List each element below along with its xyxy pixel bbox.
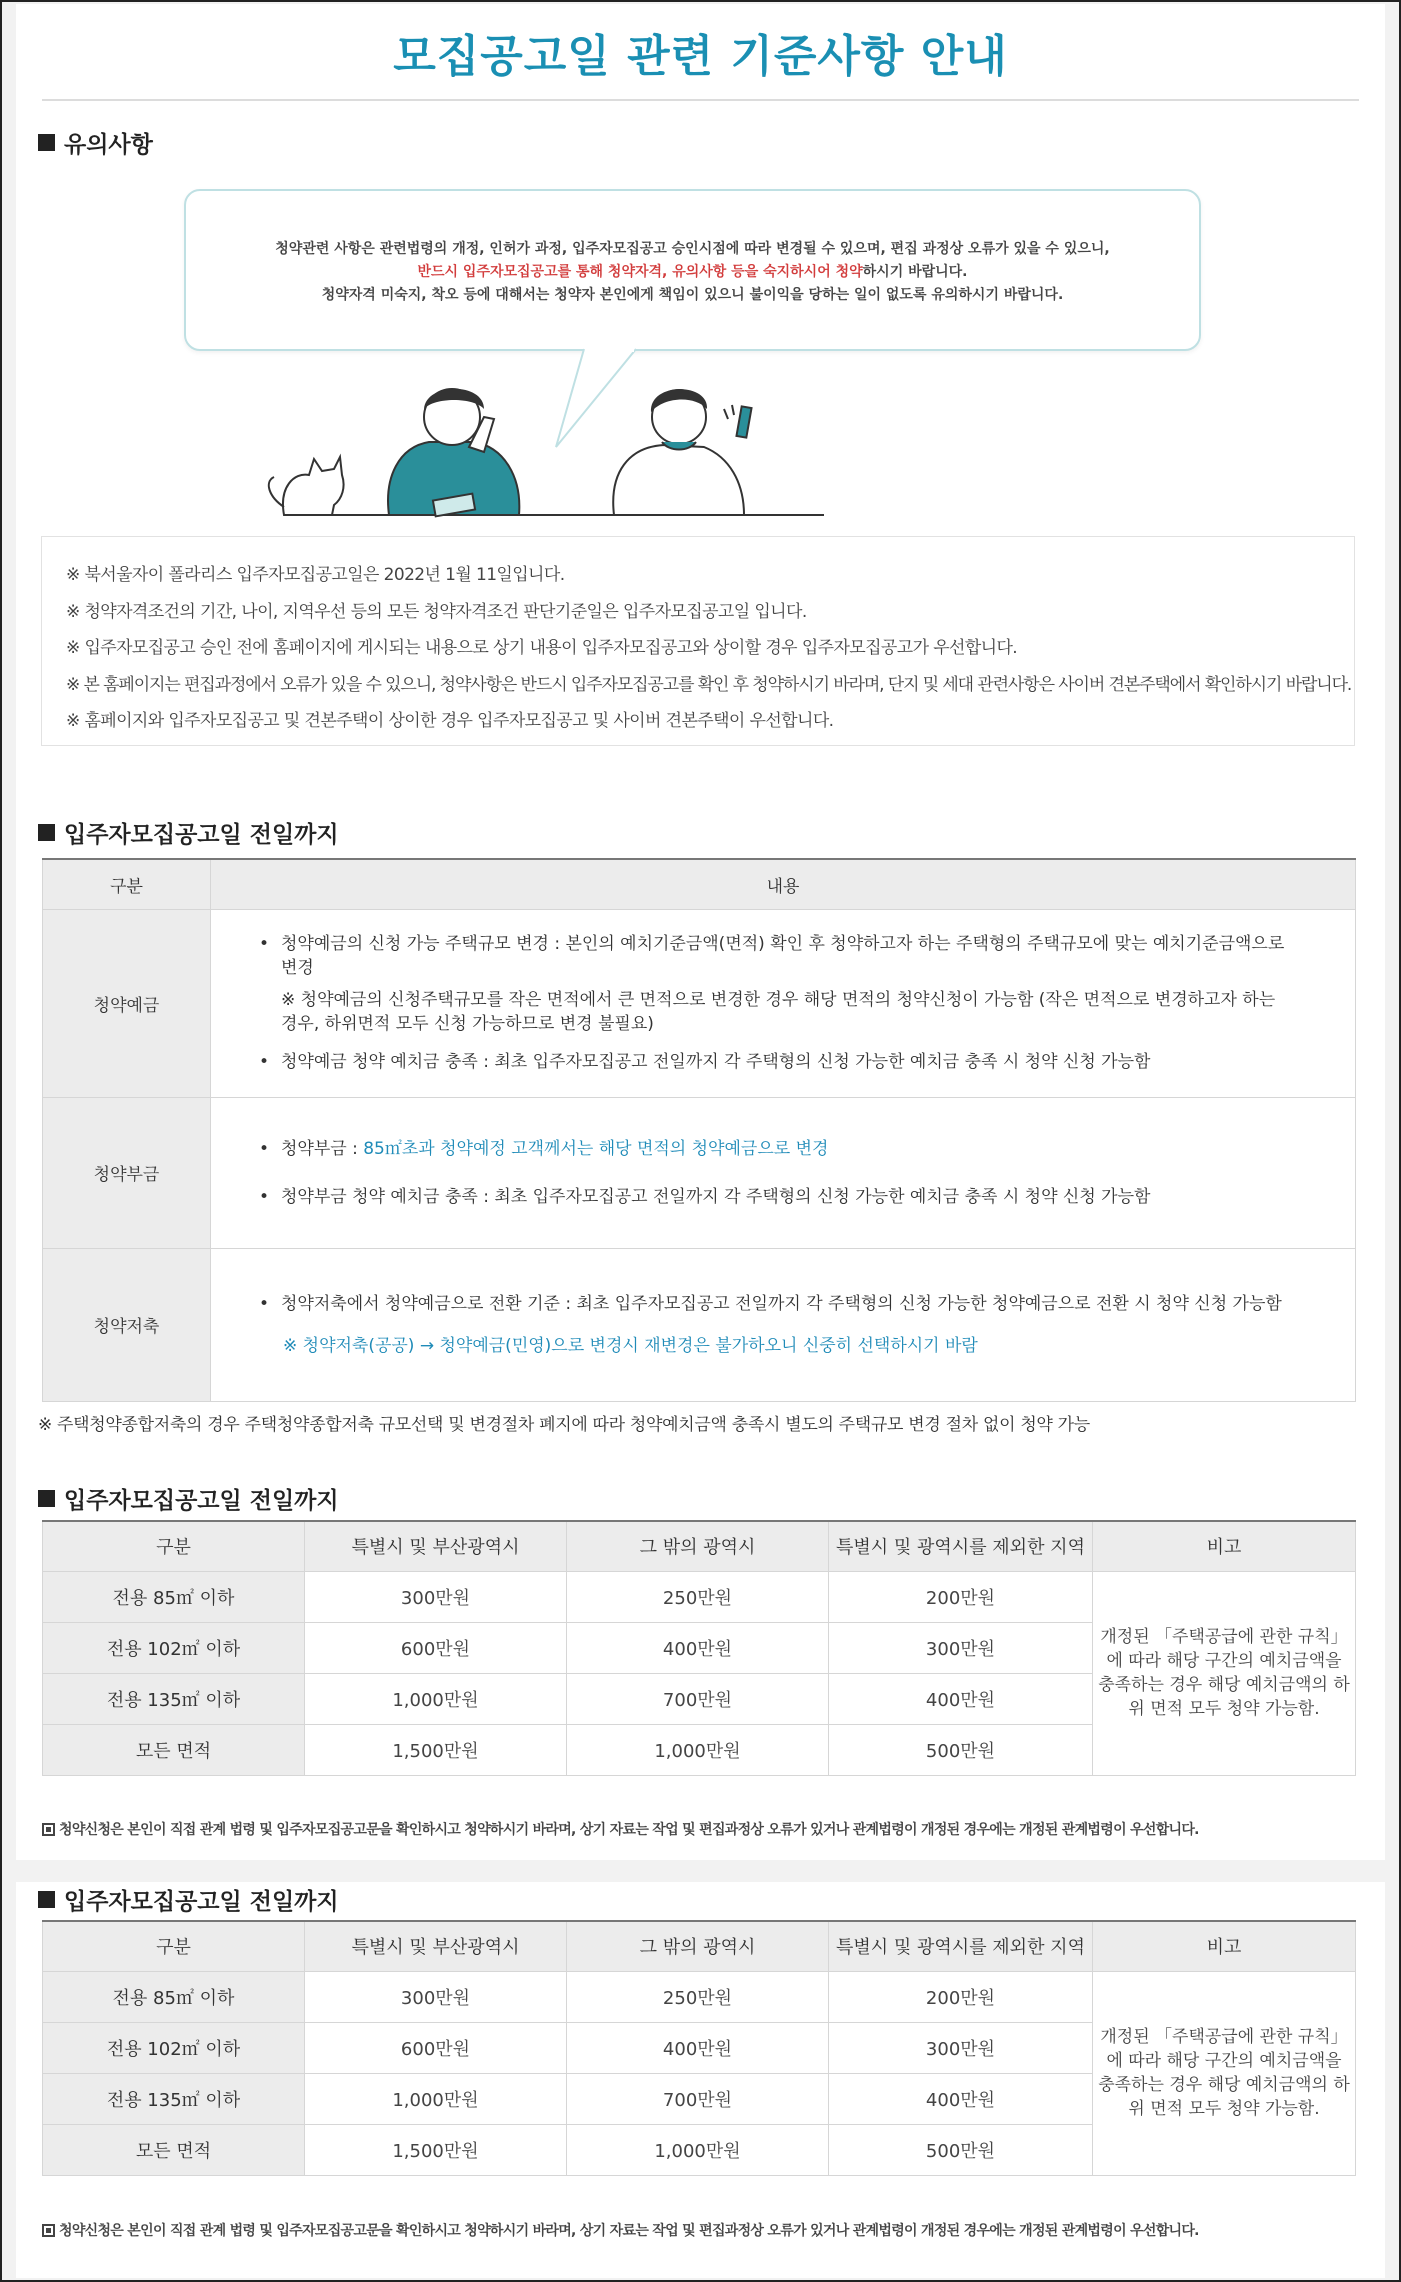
notice-line: ※ 북서울자이 폴라리스 입주자모집공고일은 2022년 1월 11일입니다. [66,565,565,585]
table-cell: 300만원 [829,2022,1093,2073]
woman-figure-icon [388,389,519,517]
table-cell: 1,000만원 [567,1724,829,1775]
table-cell: 전용 135㎡ 이하 [43,1673,305,1724]
table-cell: 500만원 [829,2124,1093,2175]
checkbox-square-icon [42,1823,55,1836]
square-bullet-icon [38,134,55,151]
table-header-row [43,1921,1356,1971]
caution-heading [38,126,153,159]
caution-illustration [184,189,1224,489]
note-text: 청약신청은 본인이 직접 관계 법령 및 입주자모집공고문을 확인하시고 청약하시기 바라며, 상기 자료는 작업 및 편집과정상 오류가 있거나 관계법령이 개정된 경우에는 개정된 관계법령이 우선합니다. [59,1822,1199,1838]
table-cell: 300만원 [305,1571,567,1622]
section2-heading-text: 입주자모집공고일 전일까지 [64,822,339,848]
list-item [259,1137,1285,1161]
col-header: 비고 [1093,1521,1356,1571]
deposit-table-2-heading [38,1883,339,1916]
section2-footnote: ※ 주택청약종합저축의 경우 주택청약종합저축 규모선택 및 변경절차 폐지에 따라 청약예치금액 충족시 별도의 주택규모 변경 절차 없이 청약 가능 [38,1415,1090,1435]
table-cell: 전용 135㎡ 이하 [43,2073,305,2124]
table-cell: 200만원 [829,1971,1093,2022]
table-cell: 400만원 [829,1673,1093,1724]
table-cell: 200만원 [829,1571,1093,1622]
table-cell: 전용 85㎡ 이하 [43,1971,305,2022]
title-divider [42,99,1359,101]
notice-line: ※ 청약자격조건의 기간, 나이, 지역우선 등의 모든 청약자격조건 판단기준일은 입주자모집공고일 입니다. [66,601,807,622]
col-header: 구분 [43,1521,305,1571]
table-cell: 600만원 [305,2022,567,2073]
bubble-line-2-highlight: 반드시 입주자모집공고를 통해 청약자격, 유의사항 등을 숙지하시어 청약 [417,264,863,280]
col-header-content: 내용 [211,859,1356,909]
table-cell: 400만원 [829,2073,1093,2124]
table-cell: 1,500만원 [305,2124,567,2175]
table-cell: 1,000만원 [305,2073,567,2124]
table-cell: 700만원 [567,2073,829,2124]
table-row [43,1971,1356,2022]
bubble-line-1: 청약관련 사항은 관련법령의 개정, 인허가 과정, 입주자모집공고 승인시점에 따라 변경될 수 있으며, 편집 과정상 오류가 있을 수 있으니, [275,241,1110,257]
col-header: 구분 [43,1921,305,1971]
col-header: 특별시 및 광역시를 제외한 지역 [829,1521,1093,1571]
table-cell: 700만원 [567,1673,829,1724]
note-text: 청약신청은 본인이 직접 관계 법령 및 입주자모집공고문을 확인하시고 청약하시기 바라며, 상기 자료는 작업 및 편집과정상 오류가 있거나 관계법령이 개정된 경우에는 개정된 관계법령이 우선합니다. [59,2223,1199,2239]
table-cell: 250만원 [567,1571,829,1622]
table-header-row [43,859,1356,909]
table-cell: 500만원 [829,1724,1093,1775]
table-cell: 600만원 [305,1622,567,1673]
bubble-line-2 [186,261,1199,284]
row-content [211,909,1356,1097]
table-cell: 전용 85㎡ 이하 [43,1571,305,1622]
col-header: 비고 [1093,1921,1356,1971]
remark-cell: 개정된 「주택공급에 관한 규칙」에 따라 해당 구간의 예치금액을 충족하는 경우 해당 예치금액의 하위 면적 모두 청약 가능함. [1093,1571,1356,1775]
deposit-table-2-heading-text: 입주자모집공고일 전일까지 [64,1889,339,1915]
table-cell: 전용 102㎡ 이하 [43,2022,305,2073]
row-label: 청약저축 [43,1248,211,1401]
row-content [211,1248,1356,1401]
square-bullet-icon [38,1891,55,1908]
col-header: 특별시 및 부산광역시 [305,1921,567,1971]
row-label: 청약부금 [43,1097,211,1248]
deposit-table-1-note [42,1819,1199,1839]
table-cell: 1,500만원 [305,1724,567,1775]
col-header: 특별시 및 부산광역시 [305,1521,567,1571]
col-header: 그 밖의 광역시 [567,1921,829,1971]
bullet-text: 청약예금의 신청 가능 주택규모 변경 : 본인의 예치기준금액(면적) 확인 후 청약하고자 하는 주택형의 주택규모에 맞는 예치기준금액으로 변경 [281,934,1285,978]
table-cell: 400만원 [567,2022,829,2073]
table-row [43,1097,1356,1248]
deposit-amount-table [42,1520,1356,1776]
sub-note: ※ 청약예금의 신청주택규모를 작은 면적에서 큰 면적으로 변경한 경우 해당 면적의 청약신청이 가능함 (작은 면적으로 변경하고자 하는 경우, 하위면적 모두 신청 가능하므로 변경 불필요) [281,990,1276,1034]
list-item: • 청약예금 청약 예치금 충족 : 최초 입주자모집공고 전일까지 각 주택형의 신청 가능한 예치금 충족 시 청약 신청 가능함 [259,1050,1285,1074]
bubble-line-3: 청약자격 미숙지, 착오 등에 대해서는 청약자 본인에게 책임이 있으니 불이익을 당하는 일이 없도록 유의하시기 바랍니다. [321,287,1064,303]
deposit-table-1-heading-text: 입주자모집공고일 전일까지 [64,1488,339,1514]
savings-warning: ※ 청약저축(공공) → 청약예금(민영)으로 변경시 재변경은 불가하오니 신중히 선택하시기 바람 [283,1335,978,1356]
notice-line: ※ 입주자모집공고 승인 전에 홈페이지에 게시되는 내용으로 상기 내용이 입주자모집공고와 상이할 경우 입주자모집공고가 우선합니다. [66,638,1018,658]
subscription-content-table [42,858,1356,1402]
col-header-category: 구분 [43,859,211,909]
notice-box [41,536,1355,746]
list-item [259,932,1285,1036]
table-row [43,1248,1356,1401]
table-cell: 250만원 [567,1971,829,2022]
notice-line: ※ 본 홈페이지는 편집과정에서 오류가 있을 수 있으니, 청약사항은 반드시 입주자모집공고를 확인 후 청약하시기 바라며, 단지 및 세대 관련사항은 사이버 견본주택에서 확인하시기 바랍니다. [66,674,1352,695]
bubble-line-2-tail: 하시기 바랍니다. [862,264,968,280]
row-content [211,1097,1356,1248]
speech-bubble [184,189,1201,351]
deposit-table-2-note [42,2220,1199,2240]
table-cell: 300만원 [305,1971,567,2022]
bullet-prefix: 청약부금 : [281,1138,364,1159]
main-section [16,4,1385,1860]
deposit-table-1-heading [38,1482,339,1515]
table-header-row [43,1521,1356,1571]
table-cell: 400만원 [567,1622,829,1673]
col-header: 특별시 및 광역시를 제외한 지역 [829,1921,1093,1971]
bottom-section [16,1882,1385,2278]
square-bullet-icon [38,1490,55,1507]
row-label: 청약예금 [43,909,211,1097]
caution-heading-text: 유의사항 [64,132,153,158]
table-cell: 모든 면적 [43,1724,305,1775]
table-row [43,1571,1356,1622]
page-title: 모집공고일 관련 기준사항 안내 [393,31,1008,82]
deposit-amount-table-2 [42,1920,1356,2176]
table-cell: 1,000만원 [567,2124,829,2175]
remark-cell: 개정된 「주택공급에 관한 규칙」에 따라 해당 구간의 예치금액을 충족하는 경우 해당 예치금액의 하위 면적 모두 청약 가능함. [1093,1971,1356,2175]
checkbox-square-icon [42,2224,55,2237]
table-cell: 모든 면적 [43,2124,305,2175]
col-header: 그 밖의 광역시 [567,1521,829,1571]
table-cell: 1,000만원 [305,1673,567,1724]
people-illustration [184,347,1224,537]
square-bullet-icon [38,824,55,841]
notice-line: ※ 홈페이지와 입주자모집공고 및 견본주택이 상이한 경우 입주자모집공고 및 사이버 견본주택이 우선합니다. [66,711,834,731]
table-row [43,909,1356,1097]
list-item: • 청약저축에서 청약예금으로 전환 기준 : 최초 입주자모집공고 전일까지 각 주택형의 신청 가능한 청약예금으로 전환 시 청약 신청 가능함 [259,1292,1285,1316]
section2-heading [38,816,339,849]
cat-icon [269,457,344,515]
man-figure-icon [613,389,751,515]
list-item: • 청약부금 청약 예치금 충족 : 최초 입주자모집공고 전일까지 각 주택형의 신청 가능한 예치금 충족 시 청약 신청 가능함 [259,1185,1285,1209]
bullet-highlight: 85㎡초과 청약예정 고객께서는 해당 면적의 청약예금으로 변경 [363,1138,829,1159]
table-cell: 전용 102㎡ 이하 [43,1622,305,1673]
table-cell: 300만원 [829,1622,1093,1673]
